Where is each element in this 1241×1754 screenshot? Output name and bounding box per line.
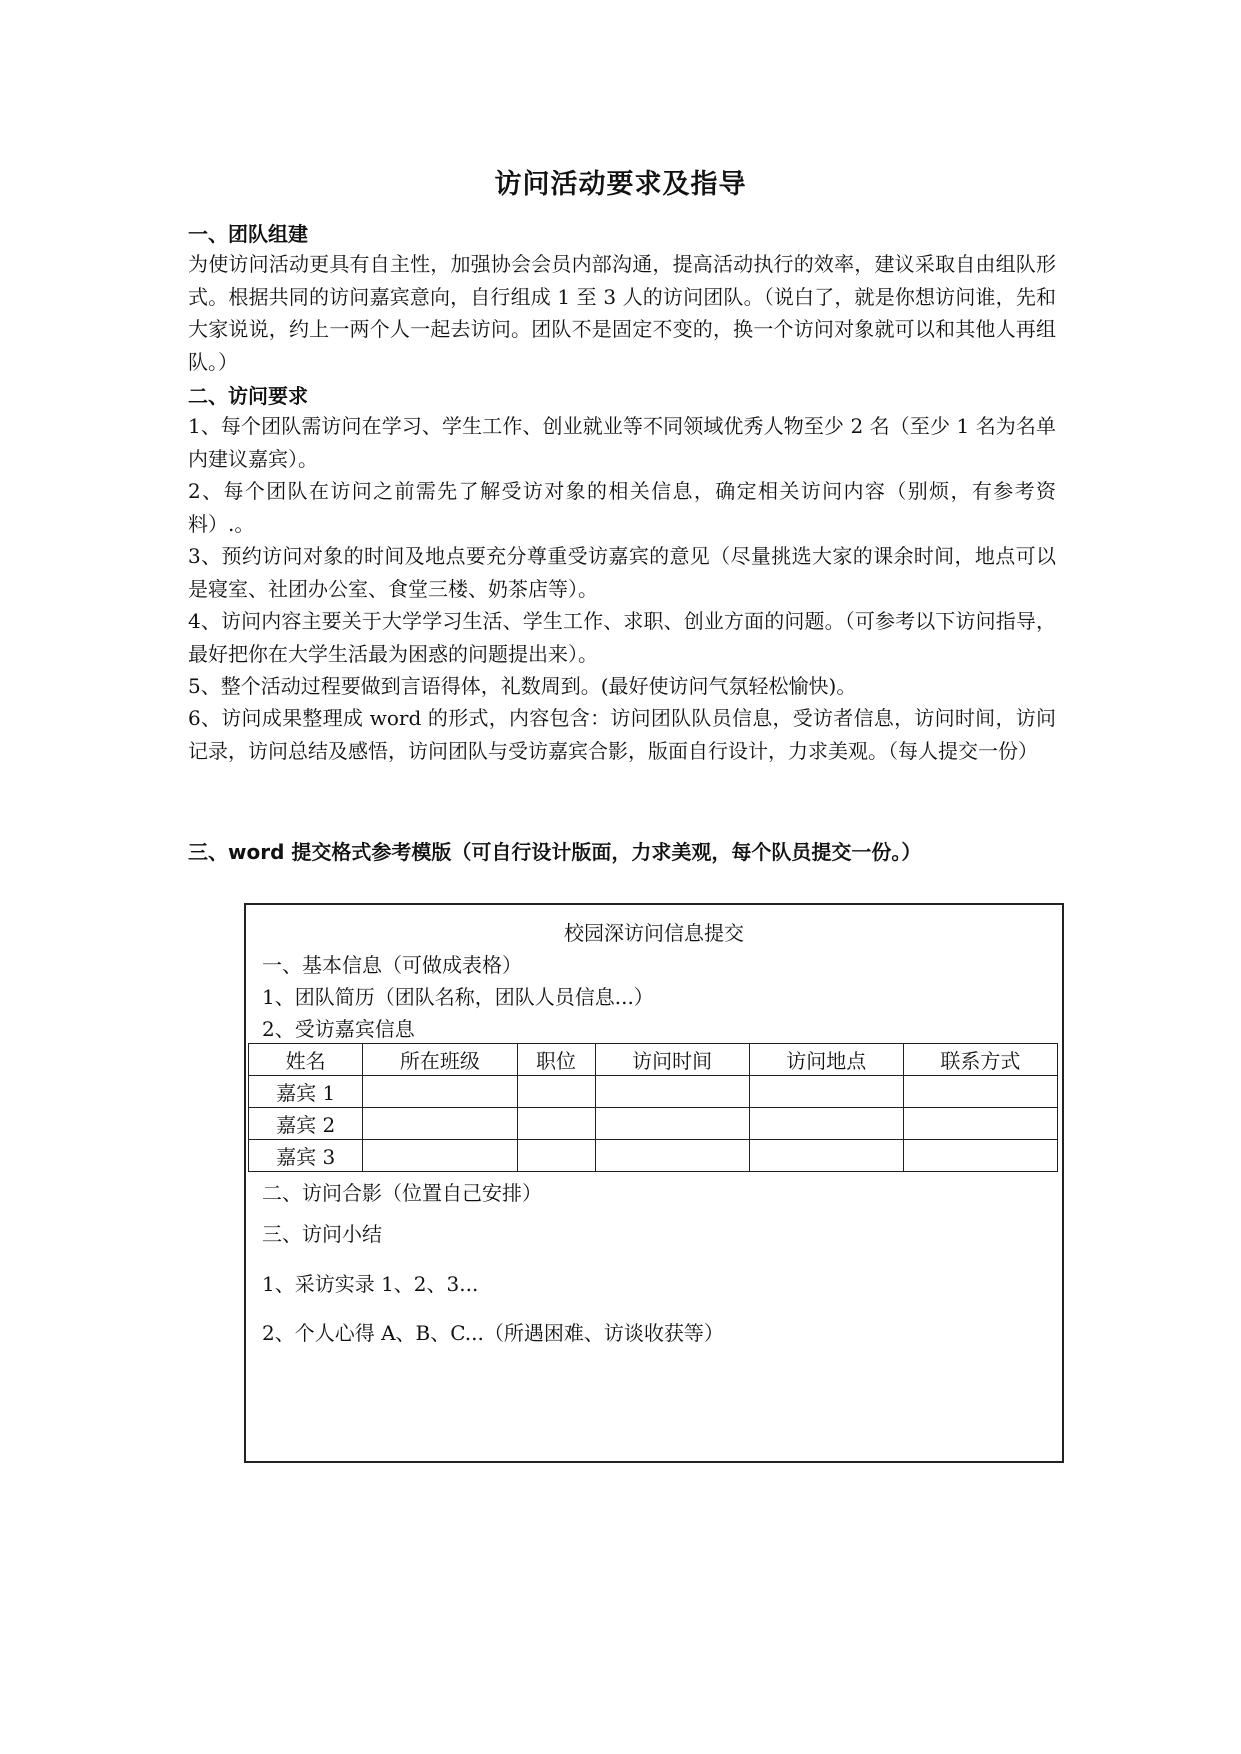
table-cell (363, 1140, 517, 1172)
table-cell (749, 1140, 903, 1172)
table-cell (595, 1076, 749, 1108)
table-cell (749, 1076, 903, 1108)
table-cell (749, 1108, 903, 1140)
table-row (249, 1140, 1058, 1172)
template-photo: 二、访问合影（位置自己安排） (262, 1181, 542, 1205)
table-cell (363, 1076, 517, 1108)
template-team-resume: 1、团队简历（团队名称，团队人员信息...） (262, 985, 654, 1009)
requirement-item-3: 3、预约访问对象的时间及地点要充分尊重受访嘉宾的意见（尽量挑选大家的课余时间，地点可以是寝室、社团办公室、食堂三楼、奶茶店等）。 (188, 544, 1056, 601)
table-header-cell: 联系方式 (903, 1044, 1057, 1076)
table-cell (903, 1108, 1057, 1140)
requirement-item-4: 4、访问内容主要关于大学学习生活、学生工作、求职、创业方面的问题。（可参考以下访问指导，最好把你在大学生活最为困惑的问题提出来）。 (188, 609, 1056, 666)
table-header-cell: 所在班级 (363, 1044, 517, 1076)
table-cell (517, 1108, 595, 1140)
template-record: 1、采访实录 1、2、3... (262, 1272, 479, 1296)
template-guest-info: 2、受访嘉宾信息 (262, 1017, 415, 1041)
table-header-cell: 访问时间 (595, 1044, 749, 1076)
table-row-label: 嘉宾 3 (249, 1140, 363, 1172)
section-heading-requirements: 二、访问要求 (188, 384, 308, 408)
table-row (249, 1076, 1058, 1108)
table-header-cell: 访问地点 (749, 1044, 903, 1076)
table-cell (517, 1076, 595, 1108)
table-header-cell: 职位 (517, 1044, 595, 1076)
template-feelings: 2、个人心得 A、B、C...（所遇困难、访谈收获等） (262, 1321, 724, 1345)
table-cell (903, 1140, 1057, 1172)
section-heading-team: 一、团队组建 (188, 222, 308, 246)
section-heading-template: 三、word 提交格式参考模版（可自行设计版面，力求美观，每个队员提交一份。） (188, 840, 922, 864)
requirement-item-2: 2、每个团队在访问之前需先了解受访对象的相关信息，确定相关访问内容（别烦，有参考资料）.。 (188, 479, 1056, 536)
table-cell (595, 1140, 749, 1172)
requirement-item-5: 5、整个活动过程要做到言语得体，礼数周到。(最好使访问气氛轻松愉快)。 (188, 674, 857, 698)
guest-info-table (248, 1043, 1058, 1172)
table-cell (363, 1108, 517, 1140)
page-title: 访问活动要求及指导 (494, 169, 747, 200)
requirement-item-1: 1、每个团队需访问在学习、学生工作、创业就业等不同领域优秀人物至少 2 名（至少 1 名为名单内建议嘉宾）。 (188, 414, 1056, 471)
table-row-label: 嘉宾 2 (249, 1108, 363, 1140)
table-row (249, 1108, 1058, 1140)
template-box (244, 903, 1064, 1463)
template-basic-info: 一、基本信息（可做成表格） (262, 953, 522, 977)
table-row-label: 嘉宾 1 (249, 1076, 363, 1108)
section-text-team: 为使访问活动更具有自主性，加强协会会员内部沟通，提高活动执行的效率，建议采取自由组队形式。根据共同的访问嘉宾意向，自行组成 1 至 3 人的访问团队。（说白了，就是你想访问谁，先和大家说说，约上一两个人一起去访问。团队不是固定不变的，换一个访问对象就可以和其他人再组队。） (188, 252, 1056, 374)
template-title: 校园深访问信息提交 (564, 921, 744, 945)
table-cell (903, 1076, 1057, 1108)
table-cell (517, 1140, 595, 1172)
template-summary: 三、访问小结 (262, 1222, 382, 1246)
table-cell (595, 1108, 749, 1140)
requirement-item-6: 6、访问成果整理成 word 的形式，内容包含：访问团队队员信息，受访者信息，访问时间，访问记录，访问总结及感悟，访问团队与受访嘉宾合影，版面自行设计，力求美观。（每人提交一份） (188, 706, 1056, 763)
table-header-row (249, 1044, 1058, 1076)
table-header-cell: 姓名 (249, 1044, 363, 1076)
